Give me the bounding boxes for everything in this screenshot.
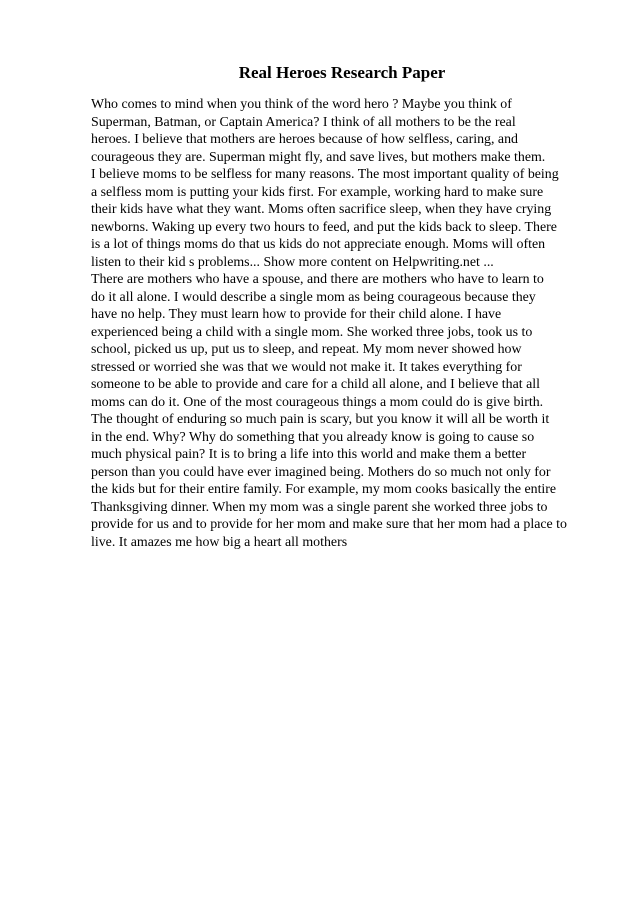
- body-line: school, picked us up, put us to sleep, and repeat. My mom never showed how: [91, 342, 522, 357]
- body-line: Thanksgiving dinner. When my mom was a single parent she worked three jobs to: [91, 499, 548, 515]
- body-line: newborns. Waking up every two hours to feed, and put the kids back to sleep. There: [91, 219, 557, 235]
- document-body: [91, 96, 631, 551]
- body-line: is a lot of things moms do that us kids do not appreciate enough. Moms will often: [91, 237, 546, 252]
- body-line: person than you could have ever imagined being. Mothers do so much not only for: [91, 464, 551, 480]
- document-title: Real Heroes Research Paper: [238, 63, 446, 82]
- body-line: the kids but for their entire family. For example, my mom cooks basically the entire: [91, 482, 557, 497]
- body-line: experienced being a child with a single mom. She worked three jobs, took us to: [91, 324, 533, 340]
- body-line: The thought of enduring so much pain is scary, but you know it will all be worth it: [91, 412, 550, 427]
- body-line: heroes. I believe that mothers are heroes because of how selfless, caring, and: [91, 132, 518, 147]
- body-line: Who comes to mind when you think of the word hero ? Maybe you think of: [91, 97, 512, 112]
- body-line: do it all alone. I would describe a single mom as being courageous because they: [91, 289, 536, 305]
- body-line: a selfless mom is putting your kids first. For example, working hard to make sure: [91, 184, 544, 200]
- body-line: in the end. Why? Why do something that you already know is going to cause so: [91, 429, 535, 445]
- body-line: live. It amazes me how big a heart all mothers: [91, 534, 348, 550]
- body-line: I believe moms to be selfless for many reasons. The most important quality of being: [91, 167, 559, 182]
- body-line: There are mothers who have a spouse, and there are mothers who have to learn to: [91, 272, 544, 287]
- body-line: courageous they are. Superman might fly, and save lives, but mothers make them.: [91, 149, 546, 165]
- body-line: stressed or worried she was that we would not make it. It takes everything for: [91, 359, 522, 375]
- body-line: have no help. They must learn how to provide for their child alone. I have: [91, 307, 502, 322]
- body-line: much physical pain? It is to bring a life into this world and make them a better: [91, 447, 527, 462]
- body-line: their kids have what they want. Moms often sacrifice sleep, when they have crying: [91, 202, 552, 217]
- body-line: moms can do it. One of the most courageous things a mom could do is give birth.: [91, 394, 544, 410]
- body-line: Superman, Batman, or Captain America? I think of all mothers to be the real: [91, 114, 516, 130]
- body-line: listen to their kid s problems... Show more content on Helpwriting.net ...: [91, 254, 494, 270]
- body-line: provide for us and to provide for her mom and make sure that her mom had a place to: [91, 517, 567, 532]
- body-line: someone to be able to provide and care for a child all alone, and I believe that all: [91, 377, 540, 392]
